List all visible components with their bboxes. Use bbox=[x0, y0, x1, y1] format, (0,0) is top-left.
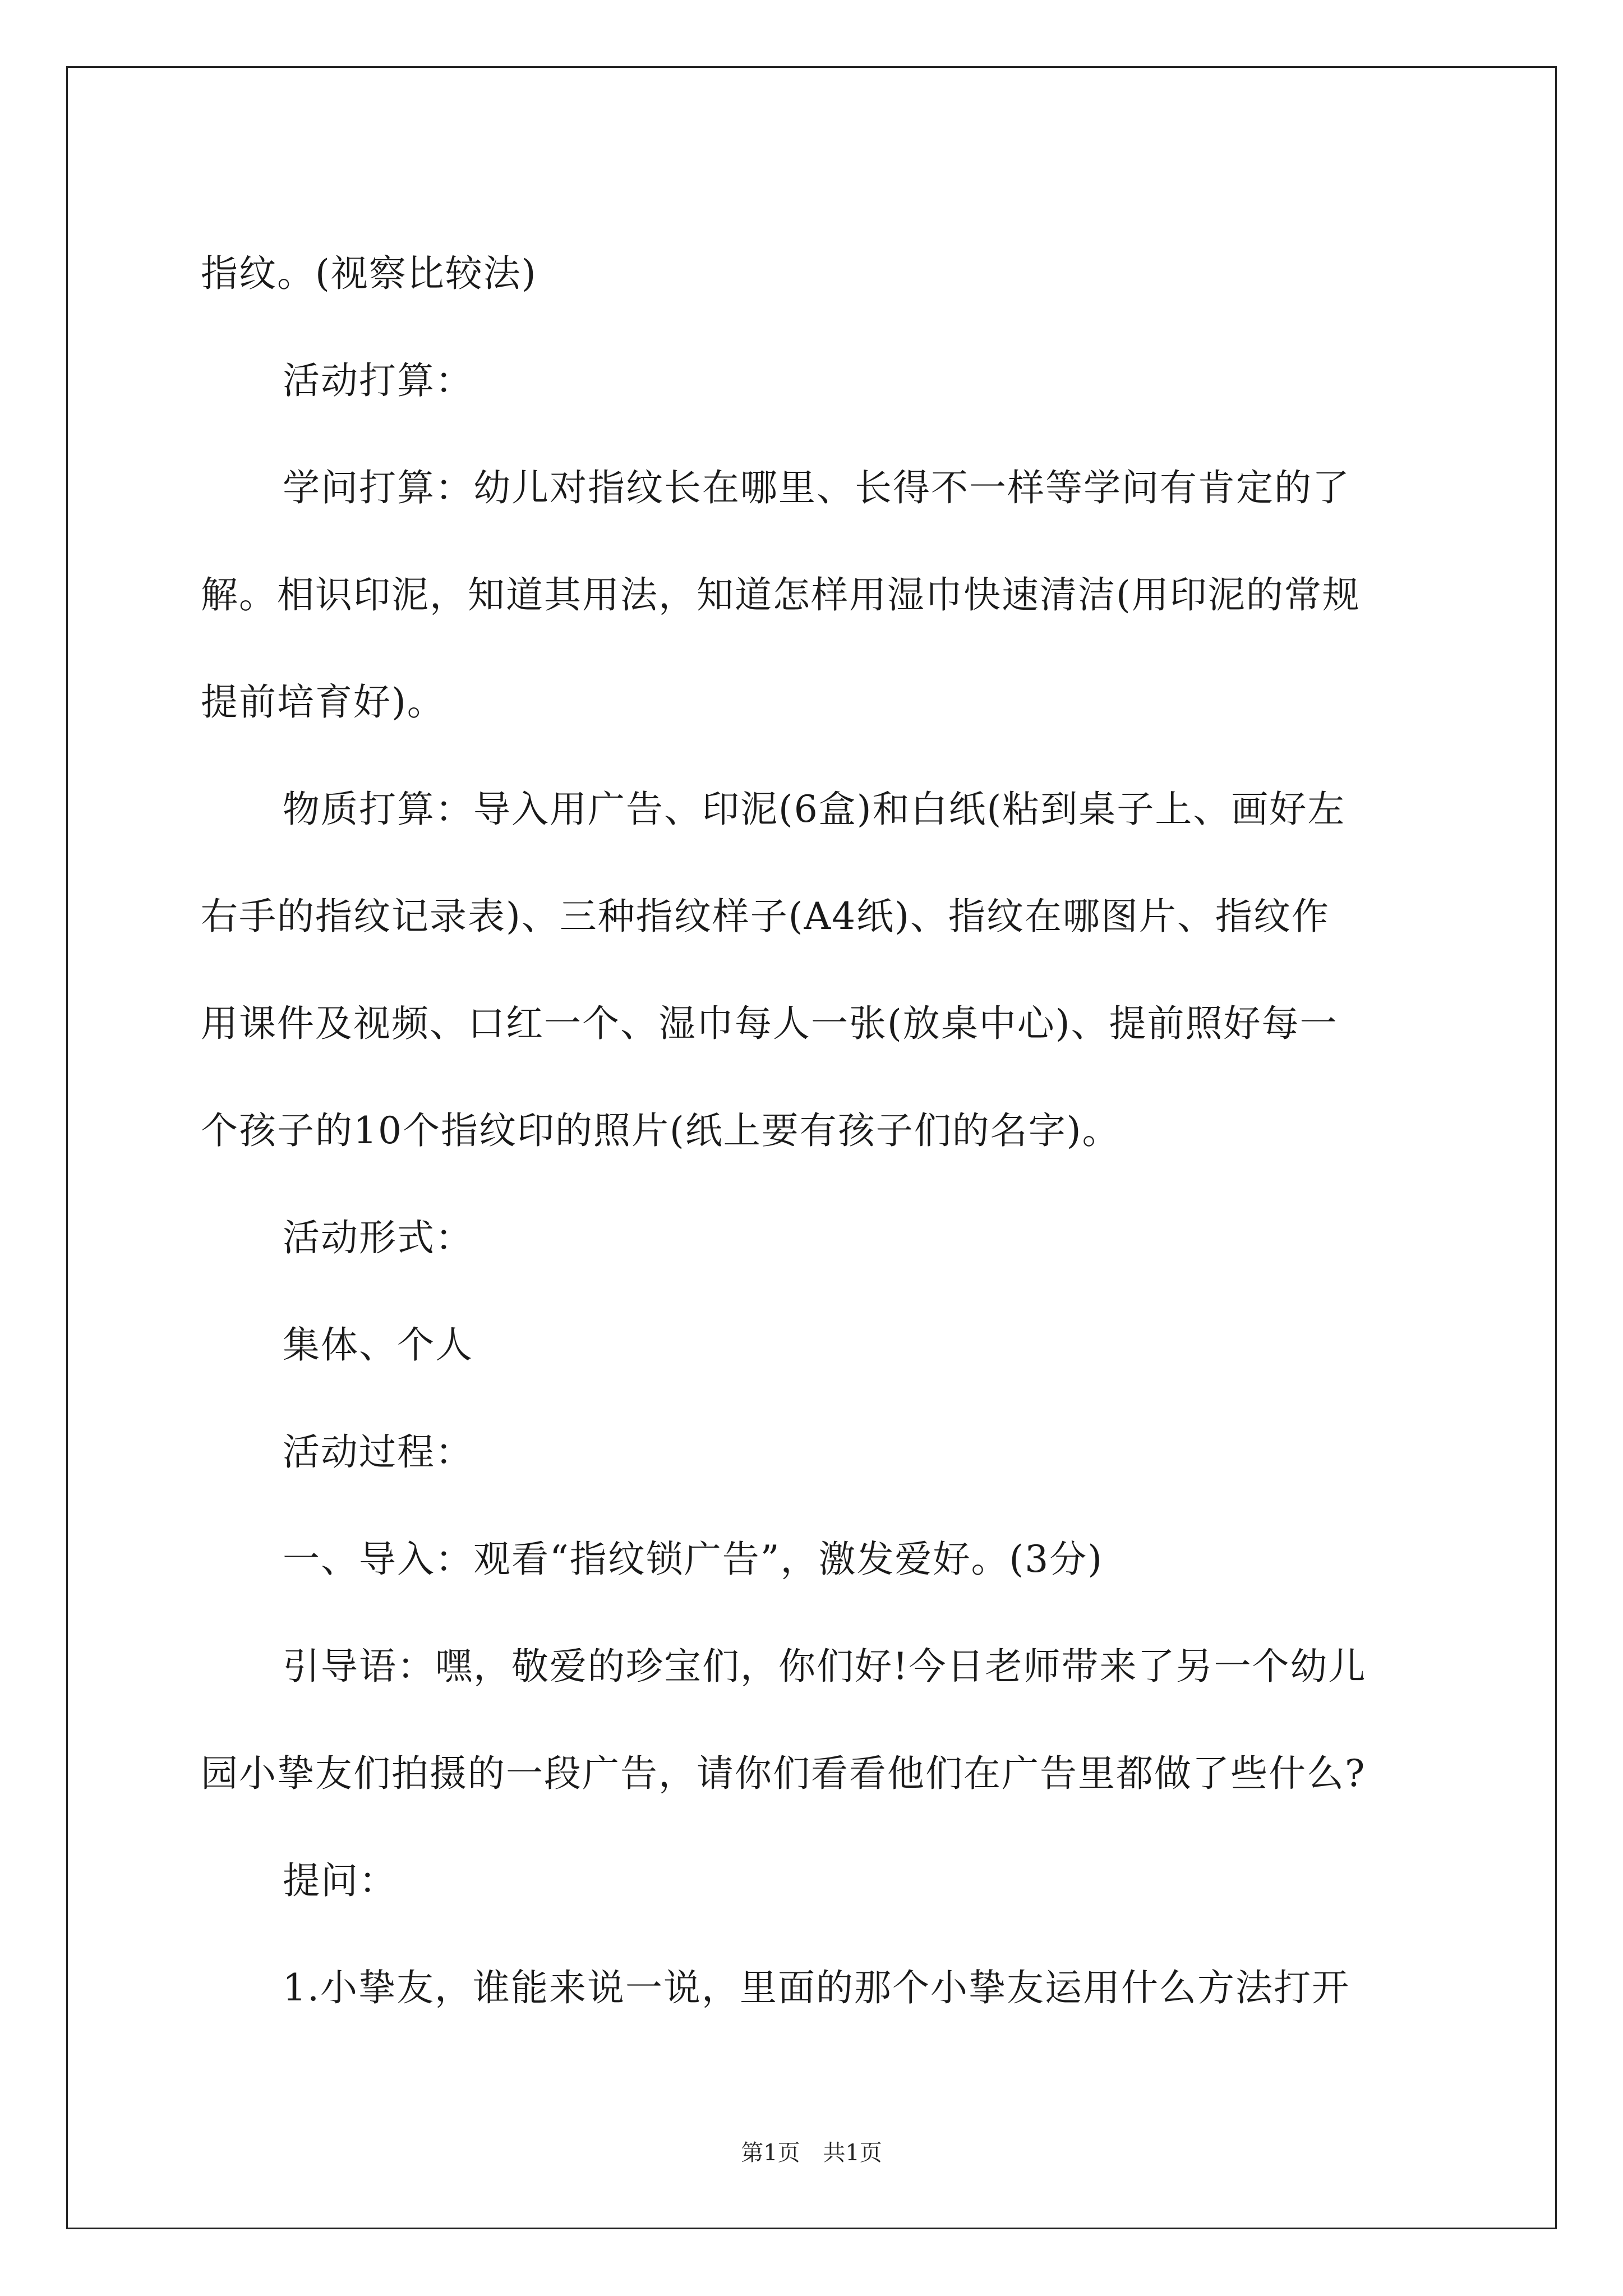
paragraph-line: 提前培育好)。 bbox=[201, 680, 445, 724]
page-footer bbox=[0, 2136, 1623, 2170]
paragraph-line: 活动打算： bbox=[283, 359, 473, 402]
paragraph-line: 学问打算：幼儿对指纹长在哪里、长得不一样等学问有肯定的了 bbox=[283, 466, 1350, 509]
paragraph-line: 1.小挚友，谁能来说一说，里面的那个小挚友运用什么方法打开 bbox=[283, 1966, 1350, 2009]
document-body bbox=[201, 220, 1435, 2041]
paragraph-line: 活动形式： bbox=[283, 1216, 473, 1259]
paragraph-line: 提问： bbox=[283, 1859, 397, 1902]
paragraph-line: 一、导入：观看“指纹锁广告”，激发爱好。(3分) bbox=[283, 1538, 1103, 1581]
paragraph-line: 引导语：嘿，敬爱的珍宝们，你们好!今日老师带来了另一个幼儿 bbox=[283, 1645, 1367, 1688]
paragraph-line: 物质打算：导入用广告、印泥(6盒)和白纸(粘到桌子上、画好左 bbox=[283, 788, 1346, 831]
paragraph-line: 右手的指纹记录表)、三种指纹样子(A4纸)、指纹在哪图片、指纹作 bbox=[201, 895, 1330, 938]
paragraph-line: 集体、个人 bbox=[283, 1323, 473, 1366]
paragraph-line: 指纹。(视察比较法) bbox=[201, 252, 537, 295]
paragraph-line: 解。相识印泥，知道其用法，知道怎样用湿巾快速清洁(用印泥的常规 bbox=[201, 573, 1361, 616]
paragraph-line: 活动过程： bbox=[283, 1430, 473, 1474]
paragraph-line: 园小挚友们拍摄的一段广告，请你们看看他们在广告里都做了些什么? bbox=[201, 1752, 1366, 1795]
page-number-current: 第1页 bbox=[741, 2140, 800, 2166]
page-number-total: 共1页 bbox=[823, 2140, 882, 2166]
paragraph-line: 用课件及视频、口红一个、湿巾每人一张(放桌中心)、提前照好每一 bbox=[201, 1002, 1338, 1045]
paragraph-line: 个孩子的10个指纹印的照片(纸上要有孩子们的名字)。 bbox=[201, 1109, 1121, 1152]
